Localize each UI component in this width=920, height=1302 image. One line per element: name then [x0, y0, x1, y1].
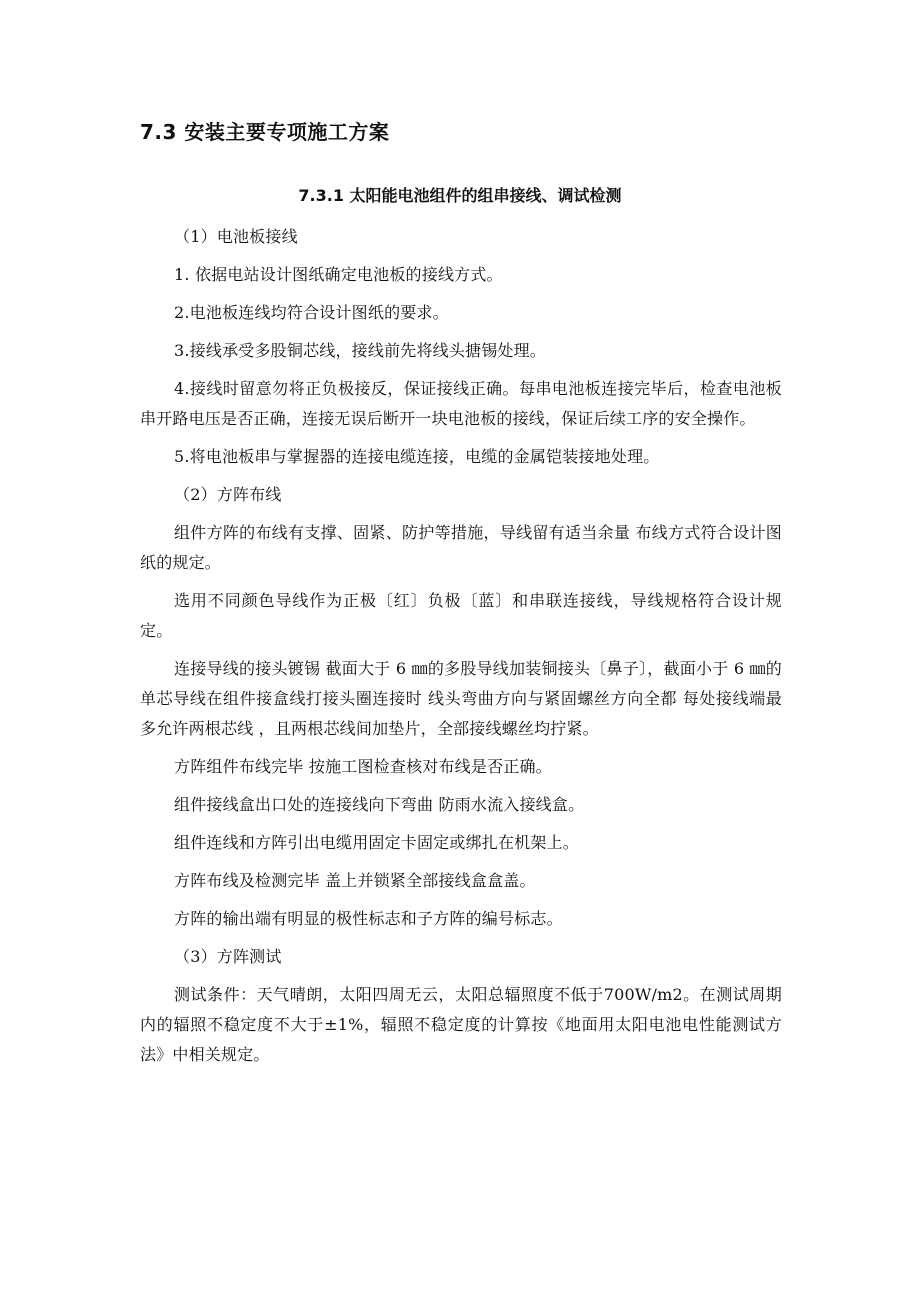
paragraph: 3.接线承受多股铜芯线，接线前先将线头搪锡处理。: [174, 341, 547, 360]
paragraph: 1. 依据电站设计图纸确定电池板的接线方式。: [174, 265, 503, 284]
subsection-heading: 7.3.1 太阳能电池组件的组串接线、调试检测: [298, 186, 622, 205]
paragraph: 测试条件：天气晴朗，太阳四周无云，太阳总辐照度不低于700W/m2。在测试周期内的辐照不稳定度不大于±1%，辐照不稳定度的计算按《地面用太阳电池电性能测试方法》中相关规定。: [140, 985, 782, 1064]
paragraph: 方阵组件布线完毕 按施工图检查核对布线是否正确。: [174, 757, 552, 776]
paragraph-subtitle-3: （3）方阵测试: [174, 947, 282, 966]
paragraph: 选用不同颜色导线作为正极〔红〕负极〔蓝〕和串联连接线，导线规格符合设计规定。: [140, 591, 782, 640]
paragraph: 方阵的输出端有明显的极性标志和子方阵的编号标志。: [174, 909, 563, 928]
paragraph: 5.将电池板串与掌握器的连接电缆连接，电缆的金属铠装接地处理。: [174, 447, 660, 466]
paragraph: 4.接线时留意勿将正负极接反，保证接线正确。每串电池板连接完毕后，检查电池板串开路电压是否正确，连接无误后断开一块电池板的接线，保证后续工序的安全操作。: [140, 379, 782, 428]
paragraph-subtitle-1: （1）电池板接线: [174, 227, 298, 246]
document-body: [140, 222, 782, 1078]
section-heading: 7.3 安装主要专项施工方案: [140, 120, 390, 144]
paragraph: 方阵布线及检测完毕 盖上并锁紧全部接线盒盒盖。: [174, 871, 536, 890]
paragraph: 连接导线的接头镀锡 截面大于 6 ㎜的多股导线加装铜接头〔鼻子〕，截面小于 6 ㎜的单芯导线在组件接盒线打接头圈连接时 线头弯曲方向与紧固螺丝方向全都 每处接线端最多允许两根芯线 ，且两根芯线间加垫片，全部接线螺丝均拧紧。: [140, 659, 782, 738]
paragraph: 2.电池板连线均符合设计图纸的要求。: [174, 303, 449, 322]
paragraph: 组件连线和方阵引出电缆用固定卡固定或绑扎在机架上。: [174, 833, 580, 852]
paragraph: 组件方阵的布线有支撑、固紧、防护等措施，导线留有适当余量 布线方式符合设计图纸的规定。: [140, 523, 782, 572]
paragraph-subtitle-2: （2）方阵布线: [174, 485, 282, 504]
paragraph: 组件接线盒出口处的连接线向下弯曲 防雨水流入接线盒。: [174, 795, 585, 814]
